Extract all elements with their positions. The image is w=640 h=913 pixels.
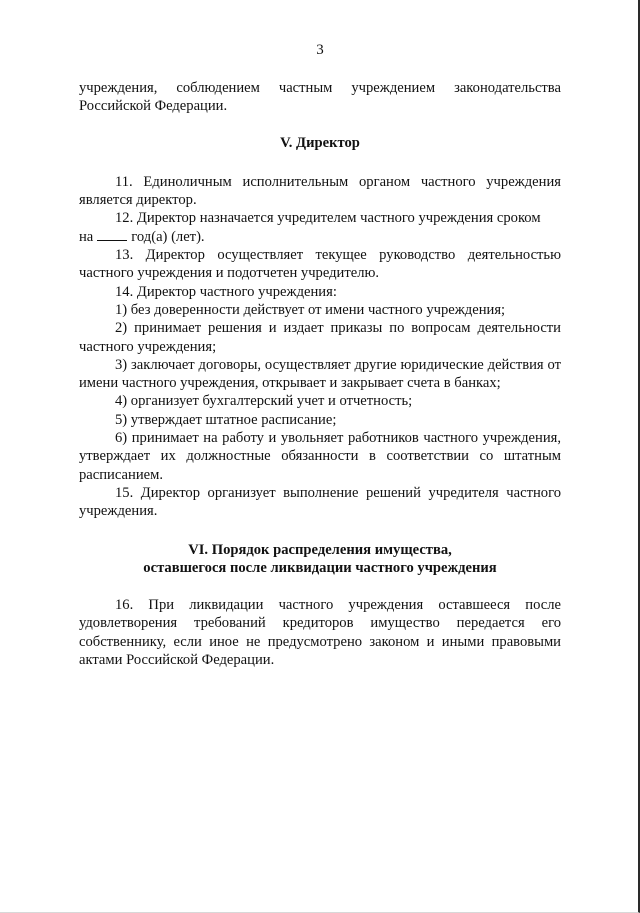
- paragraph-12-text: 12. Директор назначается учредителем частного учреждения сроком: [115, 210, 541, 227]
- paragraph-12-suffix: год(а) (лет).: [131, 228, 205, 245]
- paragraph-14-item-5: 5) утверждает штатное расписание;: [115, 411, 337, 428]
- page-number: 3: [316, 42, 324, 58]
- paragraph-16: 16. При ликвидации частного учреждения оставшееся после удовлетворения требований кредиторов имущество передается его собственнику, если иное не предусмотрено законом и иными правовыми актами Российской Федерации.: [79, 597, 561, 669]
- paragraph-14: 14. Директор частного учреждения:: [115, 283, 337, 300]
- paragraph-12-line2: [79, 228, 561, 246]
- paragraph-13: 13. Директор осуществляет текущее руководство деятельностью частного учреждения и подотчетен учредителю.: [79, 247, 561, 282]
- section-6-heading-line-1: VI. Порядок распределения имущества,: [188, 541, 452, 558]
- paragraph-15: 15. Директор организует выполнение решений учредителя частного учреждения.: [79, 484, 561, 520]
- paragraph-14-item-6: 6) принимает на работу и увольняет работников частного учреждения, утверждает их должностные обязанности в соответствии со штатным расписанием.: [79, 430, 561, 483]
- document-body: [79, 79, 561, 669]
- section-6-heading-line-2: оставшегося после ликвидации частного учреждения: [143, 559, 497, 576]
- paragraph-11: 11. Единоличным исполнительным органом частного учреждения является директор.: [79, 173, 561, 209]
- paragraph-14-item-1: 1) без доверенности действует от имени частного учреждения;: [115, 301, 506, 318]
- section-5-heading: V. Директор: [280, 134, 360, 151]
- paragraph-14-item-3: 3) заключает договоры, осуществляет другие юридические действия от имени частного учреждения, открывает и закрывает счета в банках;: [79, 356, 561, 392]
- paragraph-14-item-2: 2) принимает решения и издает приказы по вопросам деятельности частного учреждения;: [79, 320, 561, 355]
- paragraph-12-prefix: на: [79, 228, 94, 245]
- paragraph-12: [79, 209, 561, 246]
- term-blank-line: [97, 228, 127, 241]
- intro-paragraph: учреждения, соблюдением частным учреждением законодательства Российской Федерации.: [79, 80, 561, 115]
- paragraph-14-item-4: 4) организует бухгалтерский учет и отчетность;: [115, 393, 413, 410]
